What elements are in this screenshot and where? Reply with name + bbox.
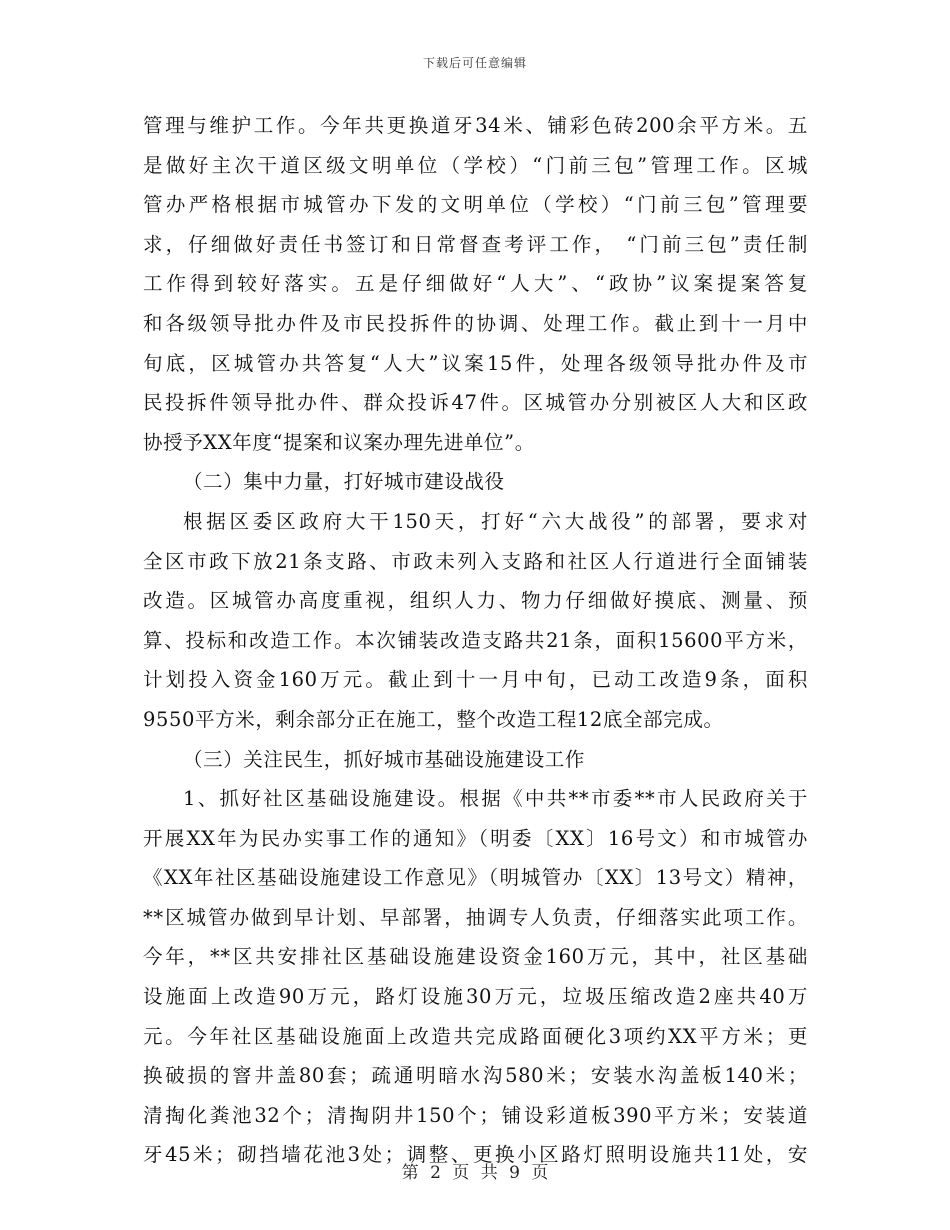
body-line: 开展XX年为民办实事工作的通知》（明委〔XX〕16号文）和市城管办 (143, 826, 808, 850)
body-line: 管办严格根据市城管办下发的文明单位（学校）“门前三包”管理要 (143, 193, 808, 217)
body-line: 设施面上改造90万元，路灯设施30万元，垃圾压缩改造2座共40万 (143, 985, 808, 1009)
body-line: （二）集中力量，打好城市建设战役 (183, 470, 505, 494)
body-line: 今年，**区共安排社区基础设施建设资金160万元，其中，社区基础 (143, 945, 808, 969)
document-body (143, 106, 808, 1175)
page-number-footer: 第 2 页 共 9 页 (401, 1163, 549, 1183)
body-line: 换破损的窨井盖80套；疏通明暗水沟580米；安装水沟盖板140米； (143, 1064, 808, 1088)
body-line: 算、投标和改造工作。本次铺装改造支路共21条，面积15600平方米， (143, 628, 808, 652)
body-line: 9550平方米，剩余部分正在施工，整个改造工程12底全部完成。 (143, 707, 724, 731)
body-line: 和各级领导批办件及市民投拆件的协调、处理工作。截止到十一月中 (143, 311, 808, 335)
body-line: 全区市政下放21条支路、市政未列入支路和社区人行道进行全面铺装 (143, 549, 808, 573)
body-line: 根据区委区政府大干150天，打好“六大战役”的部署，要求对 (183, 509, 808, 533)
body-line: （三）关注民生，抓好城市基础设施建设工作 (183, 747, 586, 771)
body-line: 元。今年社区基础设施面上改造共完成路面硬化3项约XX平方米；更 (143, 1024, 808, 1048)
body-line: 清掏化粪池32个；清掏阴井150个；铺设彩道板390平方米；安装道 (143, 1103, 808, 1127)
body-line: 协授予XX年度“提案和议案办理先进单位”。 (143, 430, 535, 454)
body-line: 计划投入资金160万元。截止到十一月中旬，已动工改造9条，面积 (143, 668, 808, 692)
body-line: **区城管办做到早计划、早部署，抽调专人负责，仔细落实此项工作。 (143, 905, 808, 929)
body-line: 工作得到较好落实。五是仔细做好“人大”、“政协”议案提案答复 (143, 272, 808, 296)
body-line: 牙45米；砌挡墙花池3处；调整、更换小区路灯照明设施共11处，安 (143, 1143, 808, 1167)
body-line: 旬底，区城管办共答复“人大”议案15件，处理各级领导批办件及市 (143, 351, 808, 375)
page-header-note: 下载后可任意编辑 (422, 56, 527, 70)
body-line: 求，仔细做好责任书签订和日常督查考评工作， “门前三包”责任制 (143, 232, 808, 256)
body-line: 改造。区城管办高度重视，组织人力、物力仔细做好摸底、测量、预 (143, 589, 808, 613)
body-line: 管理与维护工作。今年共更换道牙34米、铺彩色砖200余平方米。五 (143, 114, 808, 137)
body-line: 是做好主次干道区级文明单位（学校）“门前三包”管理工作。区城 (143, 153, 808, 177)
body-line: 《XX年社区基础设施建设工作意见》（明城管办〔XX〕13号文）精神， (143, 866, 808, 890)
body-line: 民投拆件领导批办件、群众投诉47件。区城管办分别被区人大和区政 (143, 391, 808, 415)
body-line: 1、抓好社区基础设施建设。根据《中共**市委**市人民政府关于 (183, 787, 808, 811)
